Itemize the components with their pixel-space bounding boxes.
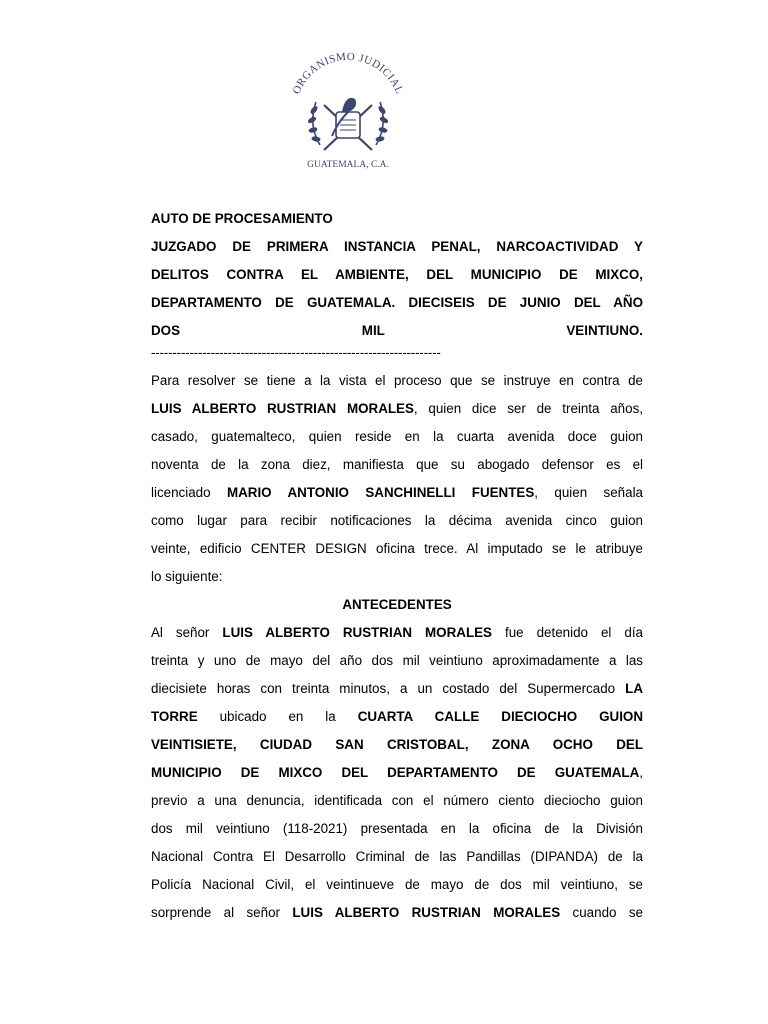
antecedentes-line-11 [151,899,643,927]
lawyer-name: MARIO ANTONIO SANCHINELLI FUENTES [226,485,535,500]
court-line-2: DELITOS CONTRA EL AMBIENTE, DEL MUNICIPIO DE MIXCO, [151,267,643,282]
antecedentes-line-5: VEINTISIETE, CIUDAD SAN CRISTOBAL, ZONA OCHO DEL [151,737,643,752]
antecedentes-line-8: dos mil veintiuno (118-2021) presentada en la oficina de la División [151,821,643,836]
ant-l4-c: CUARTA CALLE DIECIOCHO GUION [357,709,643,724]
court-line-4: DOS MIL VEINTIUNO. [151,323,643,338]
seal-bottom-text: GUATEMALA, C.A. [307,160,389,170]
intro-line-7: veinte, edificio CENTER DESIGN oficina trece. Al imputado se le atribuye [151,541,643,556]
document-body [151,205,643,927]
intro-line-2 [151,395,643,423]
ant-l4-a: TORRE [151,709,198,724]
antecedentes-line-10: Policía Nacional Civil, el veintinueve de mayo de dos mil veintiuno, se [151,877,643,892]
intro-line-1: Para resolver se tiene a la vista el proceso que se instruye en contra de [151,373,643,388]
seal-arc-text: ORGANISMO JUDICIAL [290,50,406,96]
ant-l11-b: cuando se [560,905,643,920]
separator: -------------------------------------------------------------------- [151,345,441,360]
organismo-judicial-seal [278,50,418,175]
antecedentes-line-7: previo a una denuncia, identificada con el número ciento dieciocho guion [151,793,643,808]
ant-l1-b: fue detenido el día [492,625,644,640]
intro-line-5-b: , quien señala [534,485,643,500]
svg-text:ORGANISMO JUDICIAL [291,51,406,96]
antecedentes-line-6 [151,759,643,787]
ant-l11-a: sorprende al señor [151,905,293,920]
ant-l6-b: , [639,765,643,780]
intro-line-8: lo siguiente: [151,569,223,584]
antecedentes-line-2: treinta y uno de mayo del año dos mil veintiuno aproximadamente a las [151,653,643,668]
ant-l4-b: ubicado en la [197,709,358,724]
intro-line-5-a: licenciado [151,485,227,500]
intro-line-6: como lugar para recibir notificaciones la décima avenida cinco guion [151,513,643,528]
intro-line-3: casado, guatemalteco, quien reside en la cuarta avenida doce guion [151,429,643,444]
ant-l6-a: MUNICIPIO DE MIXCO DEL DEPARTAMENTO DE GUATEMALA [151,765,640,780]
intro-line-5 [151,479,643,507]
ant-l1-a: Al señor [151,625,223,640]
antecedentes-line-3 [151,675,643,703]
antecedentes-line-1 [151,619,643,647]
document-title: AUTO DE PROCESAMIENTO [151,211,333,226]
antecedentes-line-9: Nacional Contra El Desarrollo Criminal de las Pandillas (DIPANDA) de la [151,849,643,864]
intro-line-2-rest: , quien dice ser de treinta años, [413,401,643,416]
intro-line-4: noventa de la zona diez, manifiesta que su abogado defensor es el [151,457,643,472]
ant-l3-a: diecisiete horas con treinta minutos, a un costado del Supermercado [151,681,626,696]
section-title: ANTECEDENTES [342,597,452,612]
court-line-3: DEPARTAMENTO DE GUATEMALA. DIECISEIS DE JUNIO DEL AÑO [151,295,643,310]
accused-name: LUIS ALBERTO RUSTRIAN MORALES [151,401,414,416]
court-line-1: JUZGADO DE PRIMERA INSTANCIA PENAL, NARCOACTIVIDAD Y [151,239,643,254]
ant-l1-name: LUIS ALBERTO RUSTRIAN MORALES [222,625,492,640]
ant-l11-name: LUIS ALBERTO RUSTRIAN MORALES [292,905,561,920]
antecedentes-line-4 [151,703,643,731]
ant-l3-b: LA [625,681,643,696]
